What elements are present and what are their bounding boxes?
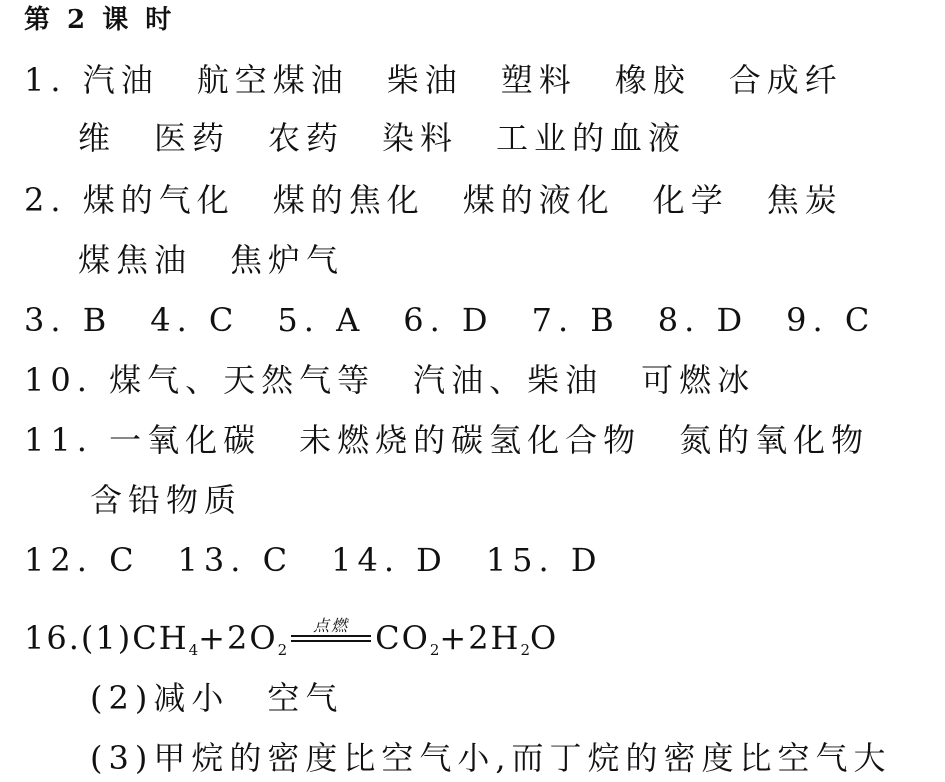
answer-line-16-part2: (2)减小 空气 (90, 679, 344, 717)
reaction-condition-label: 点燃 (313, 616, 350, 635)
part-label: (1) (80, 619, 133, 657)
question-number: 16. (24, 619, 81, 657)
reaction-condition-arrow (289, 618, 373, 658)
answer-line-11-cont: 含铅物质 (90, 481, 243, 519)
answer-line-10: 10. 煤气、天然气等 汽油、柴油 可燃冰 (24, 361, 756, 399)
formula-co2: $CO_2$ (375, 619, 440, 659)
answer-line-16-part3: (3)甲烷的密度比空气小,而丁烷的密度比空气大 (90, 739, 892, 777)
formula-h2o: $+2H_2O$ (439, 619, 559, 659)
answer-line-3-9: 3. B 4. C 5. A 6. D 7. B 8. D 9. C (24, 301, 876, 339)
answer-line-2-cont: 煤焦油 焦炉气 (78, 241, 345, 279)
answer-line-1-cont: 维 医药 农药 染料 工业的血液 (78, 119, 687, 157)
answer-line-11: 11. 一氧化碳 未燃烧的碳氢化合物 氮的氧化物 (24, 421, 870, 459)
formula-ch4: $CH_4$ (132, 619, 199, 659)
equals-bar-bottom (291, 640, 371, 642)
answer-line-12-15: 12. C 13. C 14. D 15. D (24, 541, 603, 579)
equals-bar-top (291, 635, 371, 637)
lesson-title: 第 2 课 时 (24, 5, 176, 35)
answer-line-16-equation (24, 618, 945, 658)
formula-o2: $+2O_2$ (198, 619, 288, 659)
answer-line-2: 2. 煤的气化 煤的焦化 煤的液化 化学 焦炭 (24, 181, 843, 219)
answer-line-1: 1. 汽油 航空煤油 柴油 塑料 橡胶 合成纤 (24, 61, 843, 99)
